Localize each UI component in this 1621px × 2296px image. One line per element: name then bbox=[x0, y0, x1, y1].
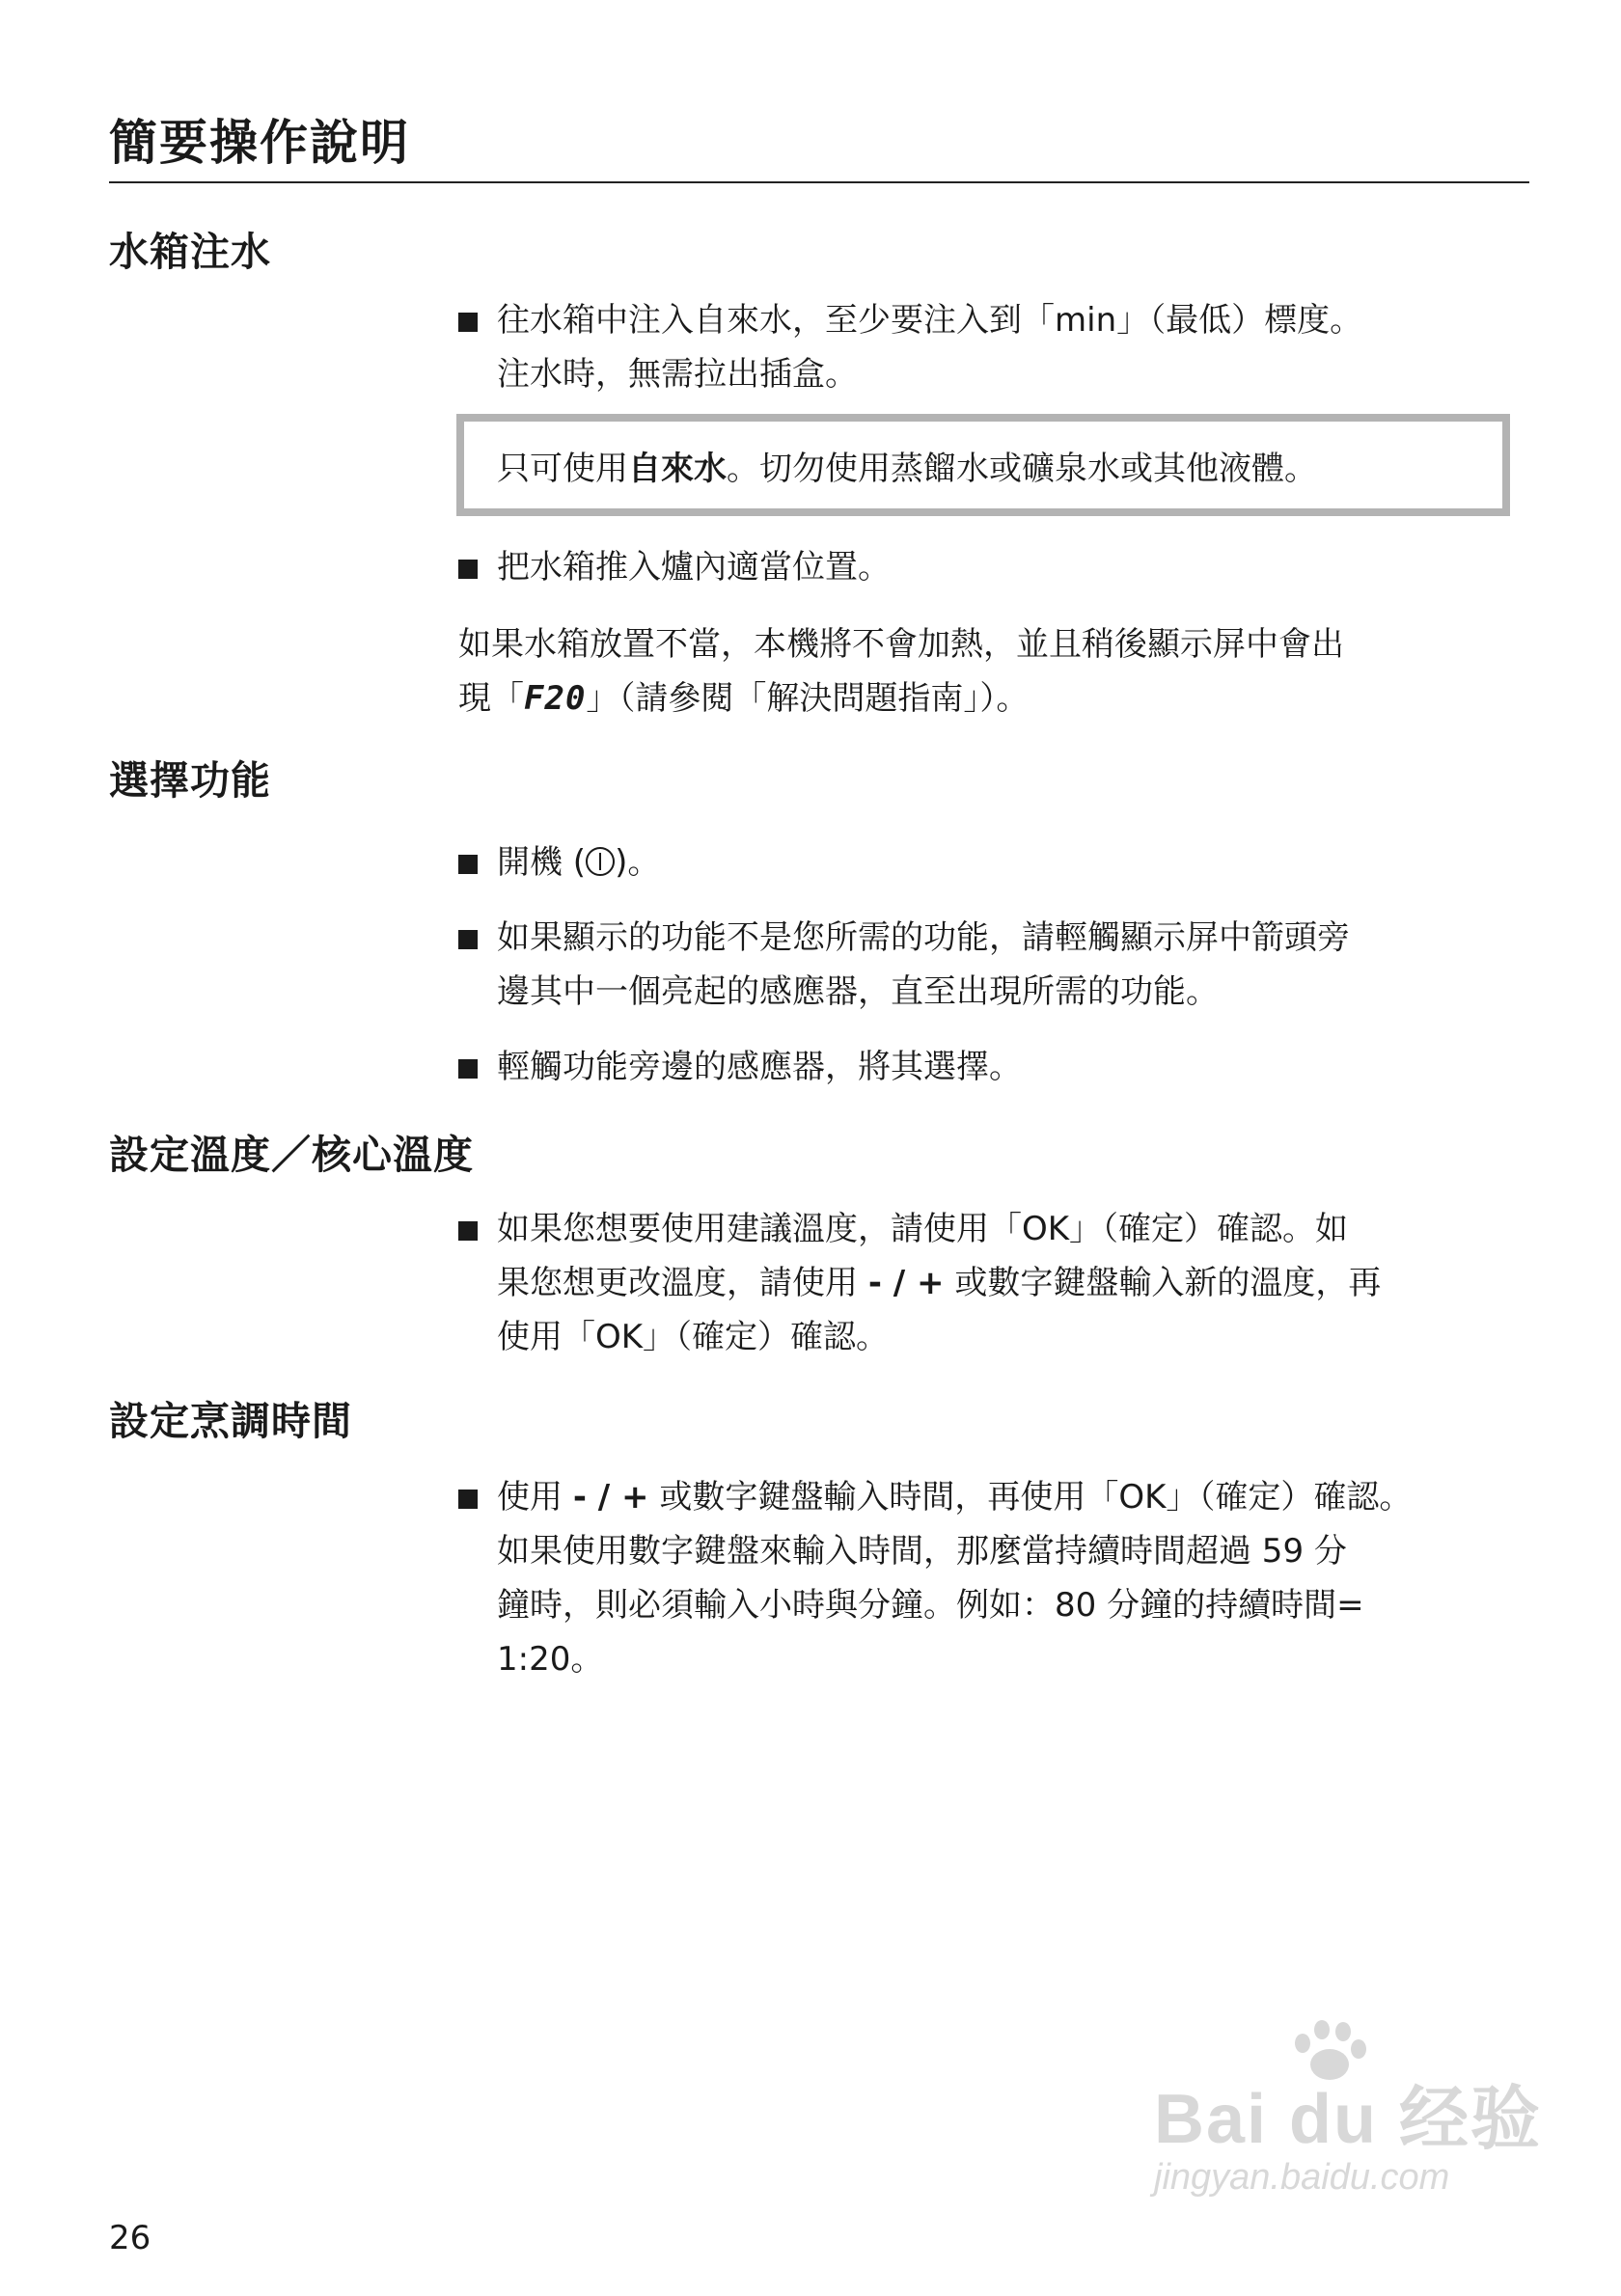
water-tank-bullet-1 bbox=[458, 293, 1531, 401]
watermark-logo-text: Bai du 经验 bbox=[1154, 2081, 1543, 2158]
set-time-bullet bbox=[458, 1470, 1531, 1686]
square-bullet-item bbox=[458, 1470, 1531, 1686]
water-tank-paragraph bbox=[458, 617, 1531, 725]
text-line: 往水箱中注入自來水，至少要注入到「min」（最低）標度。 bbox=[497, 301, 1363, 340]
square-bullet-item bbox=[458, 1202, 1531, 1364]
square-bullet-item bbox=[458, 1040, 1531, 1094]
text-line: 如果顯示的功能不是您所需的功能，請輕觸顯示屏中箭頭旁 bbox=[497, 918, 1350, 957]
set-temperature-bullet bbox=[458, 1202, 1531, 1364]
error-code: F20 bbox=[524, 679, 587, 718]
page-number: 26 bbox=[109, 2219, 151, 2257]
text-line: 如果您想要使用建議溫度，請使用「OK」（確定）確認。如 bbox=[497, 1210, 1349, 1248]
square-bullet-item bbox=[458, 293, 1531, 401]
text-line: 使用「OK」（確定）確認。 bbox=[497, 1318, 890, 1356]
heading-set-cooking-time: 設定烹調時間 bbox=[109, 1398, 352, 1444]
text-line: 輕觸功能旁邊的感應器，將其選擇。 bbox=[497, 1048, 1022, 1086]
minus-plus-symbol: - / + bbox=[867, 1264, 945, 1302]
heading-water-tank: 水箱注水 bbox=[109, 229, 271, 275]
text-line: 果您想更改溫度，請使用 - / + 或數字鍵盤輸入新的溫度，再 bbox=[497, 1264, 1382, 1302]
text-line: 注水時，無需拉出插盒。 bbox=[497, 355, 858, 394]
title-divider bbox=[109, 181, 1529, 183]
heading-select-function: 選擇功能 bbox=[109, 757, 271, 804]
square-bullet-item bbox=[458, 911, 1531, 1019]
text-line: 現「F20」（請參閱「解決問題指南」）。 bbox=[458, 679, 1030, 718]
minus-plus-symbol: - / + bbox=[572, 1478, 649, 1517]
text-line: 把水箱推入爐內適當位置。 bbox=[497, 548, 891, 587]
water-tank-bullet-2 bbox=[458, 540, 1531, 594]
note-text: 只可使用自來水。切勿使用蒸餾水或礦泉水或其他液體。 bbox=[497, 449, 1317, 488]
text-line: 使用 - / + 或數字鍵盤輸入時間，再使用「OK」（確定）確認。 bbox=[497, 1478, 1413, 1517]
note-bold-text: 自來水 bbox=[628, 449, 727, 488]
text-line: 1:20。 bbox=[497, 1640, 604, 1679]
baidu-watermark bbox=[1154, 2063, 1542, 2199]
page-title: 簡要操作說明 bbox=[109, 115, 410, 171]
text-line: 鐘時，則必須輸入小時與分鐘。例如：80 分鐘的持續時間= bbox=[497, 1586, 1364, 1625]
text-line: 如果水箱放置不當，本機將不會加熱，並且稍後顯示屏中會出 bbox=[458, 625, 1344, 664]
select-function-bullet-2 bbox=[458, 911, 1531, 1019]
text-line: 如果使用數字鍵盤來輸入時間，那麼當持續時間超過 59 分 bbox=[497, 1532, 1347, 1571]
power-symbol-icon bbox=[586, 847, 615, 876]
select-function-bullet-3 bbox=[458, 1040, 1531, 1094]
text-line: 邊其中一個亮起的感應器，直至出現所需的功能。 bbox=[497, 972, 1219, 1011]
select-function-bullet-1 bbox=[458, 835, 1531, 889]
square-bullet-item bbox=[458, 540, 1531, 594]
text-line: 開機 ( )。 bbox=[497, 843, 661, 882]
square-bullet-item bbox=[458, 835, 1531, 889]
heading-set-temperature: 設定溫度／核心溫度 bbox=[109, 1132, 474, 1178]
watermark-url: jingyan.baidu.com bbox=[1154, 2157, 1450, 2198]
warning-note-box bbox=[456, 414, 1510, 516]
